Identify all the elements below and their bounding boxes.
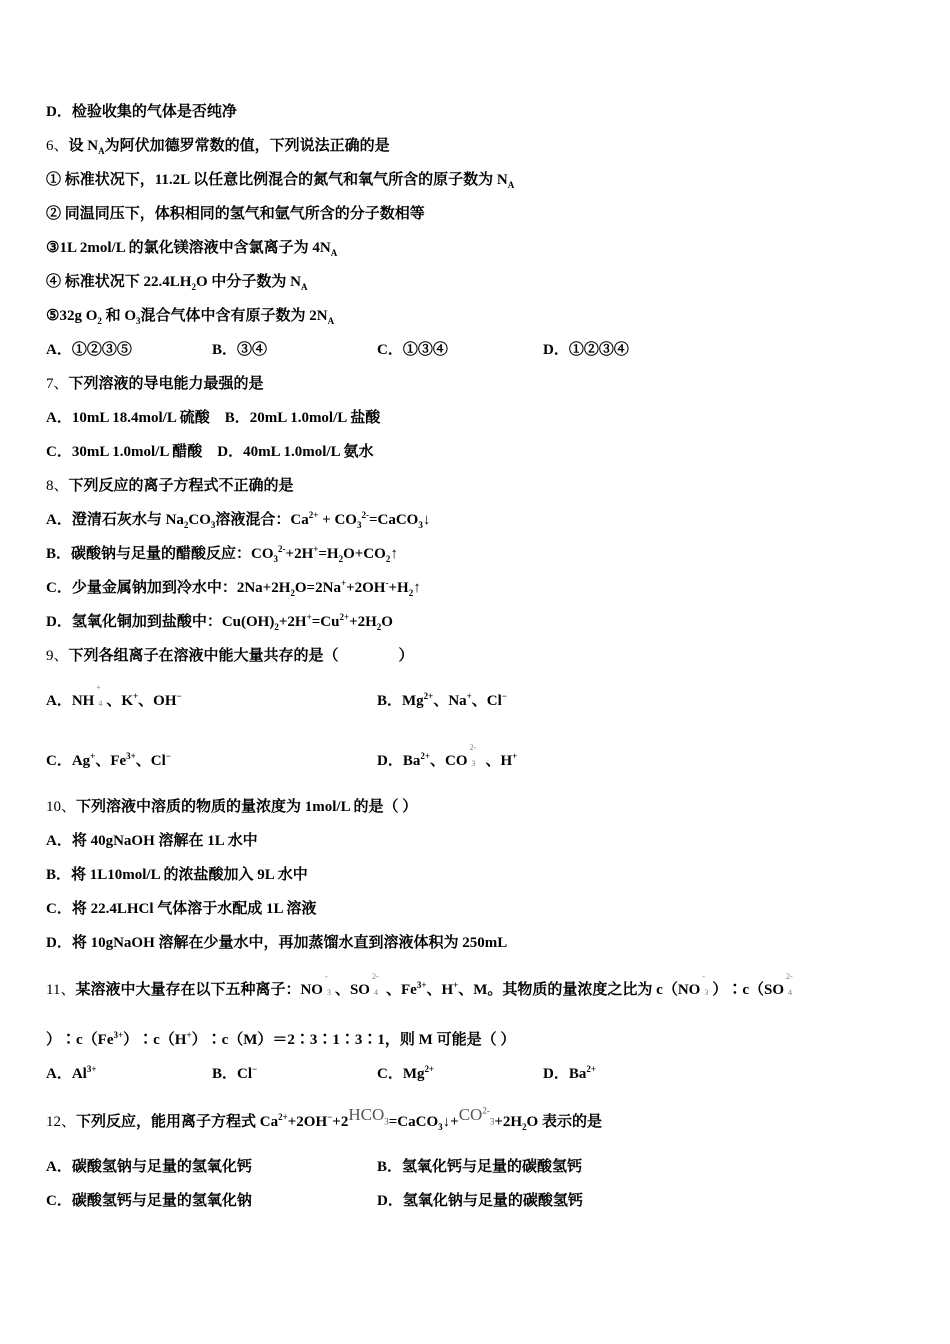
no3-charge: - 3	[324, 971, 331, 997]
q8-option-b[interactable]: B．碳酸钠与足量的醋酸反应：$CO_3^{2-}+2H^+=H_2O+CO_2↑$	[46, 544, 398, 564]
q11-stem-line-1: 11、某溶液中大量存在以下五种离子：NO - 3 、SO 2- 4 、$Fe^{3+}$、H+、M。其物质的量浓度之比为 c（NO - 3 ）∶c（SO 2- 4	[46, 980, 798, 1001]
so4-charge-2: 2- 4	[786, 971, 793, 997]
nh4-charge: + 4	[96, 682, 103, 708]
q8-option-a[interactable]: A．澄清石灰水与 $Na_2CO_3$溶液混合：$Ca^{2+}$ + $CO_3^{2-}=CaCO_3↓$	[46, 510, 431, 530]
q10-option-a[interactable]: A．将 40gNaOH 溶解在 1L 水中	[46, 833, 258, 849]
q10-option-b[interactable]: B．将 1L10mol/L 的浓盐酸加入 9L 水中	[46, 867, 308, 883]
q12-option-c[interactable]: C．碳酸氢钙与足量的氢氧化钠	[46, 1193, 252, 1209]
q9-option-c[interactable]: C．Ag+、$Fe^{3+}$、Cl−	[46, 751, 171, 769]
q5-option-d: D．检验收集的气体是否纯净	[46, 104, 237, 120]
q6-statement-1: ① 标准状况下，11.2L 以任意比例混合的氮气和氧气所含的原子数为 $N_A$	[46, 172, 515, 190]
q7-options-cd[interactable]: C．30mL 1.0mol/L 醋酸 D．40mL 1.0mol/L 氨水	[46, 444, 374, 460]
q6-option-b[interactable]: B．③④	[212, 342, 268, 358]
q6-statement-3: ③1L 2mol/L 的氯化镁溶液中含氯离子为 $4N_A$	[46, 240, 338, 258]
q9-option-a[interactable]: A．NH + 4 、K+、OH−	[46, 691, 182, 712]
q6-statement-2: ② 同温同压下，体积相同的氢气和氩气所含的分子数相等	[46, 206, 425, 222]
q9-option-d[interactable]: D．$Ba^{2+}$、CO 2- 3 、H+	[377, 751, 517, 772]
q8-option-c[interactable]: C．少量金属钠加到冷水中：$2Na+2H_2O=2Na^++2OH^-+H_2↑$	[46, 578, 421, 598]
q6-stem: 6、设 $N_A$为阿伏加德罗常数的值，下列说法正确的是	[46, 138, 390, 156]
q8-stem: 8、下列反应的离子方程式不正确的是	[46, 478, 294, 494]
co3-charge: 2- 3	[469, 742, 477, 768]
q9-option-b[interactable]: B．$Mg^{2+}$、Na+、Cl−	[377, 691, 507, 709]
q6-option-d[interactable]: D．①②③④	[543, 342, 629, 358]
so4-charge: 2- 4	[371, 971, 379, 997]
q6-option-a[interactable]: A．①②③⑤	[46, 342, 132, 358]
q6-statement-5: ⑤32g $O_2$ 和 $O_3$混合气体中含有原子数为 $2N_A$	[46, 308, 335, 326]
q12-option-d[interactable]: D．氢氧化钠与足量的碳酸氢钙	[377, 1193, 583, 1209]
q10-stem: 10、下列溶液中溶质的物质的量浓度为 1mol/L 的是（ ）	[46, 799, 418, 815]
hco3-ion: $HCO_3$	[348, 1105, 389, 1127]
q11-option-d[interactable]: D．$Ba^{2+}$	[543, 1064, 596, 1082]
q11-stem-line-2: ）$∶c(Fe^{3+})∶c(H^+)∶c(M)=2∶3∶1∶3∶1$，则 M 可能是（ ）	[46, 1030, 516, 1048]
co3-ion: $CO^{2-}_3$	[458, 1105, 495, 1127]
q11-option-a[interactable]: A．$Al^{3+}$	[46, 1064, 97, 1082]
q12-option-b[interactable]: B．氢氧化钙与足量的碳酸氢钙	[377, 1159, 583, 1175]
q6-option-c[interactable]: C．①③④	[377, 342, 448, 358]
q10-option-d[interactable]: D．将 10gNaOH 溶解在少量水中，再加蒸馏水直到溶液体积为 250mL	[46, 935, 508, 951]
q8-option-d[interactable]: D．氢氧化铜加到盐酸中：$Cu(OH)_2+2H^+=Cu^{2+}+2H_2O$	[46, 612, 393, 632]
q12-stem: 12、下列反应，能用离子方程式 $Ca^{2+}+2OH^-+2HCO_3=CaCO_3↓+CO^{2-}_3+2H_2O$ 表示的是	[46, 1105, 602, 1132]
no3-charge-2: - 3	[702, 971, 709, 997]
q7-stem: 7、下列溶液的导电能力最强的是	[46, 376, 264, 392]
q11-option-c[interactable]: C．$Mg^{2+}$	[377, 1064, 435, 1082]
q7-options-ab[interactable]: A．10mL 18.4mol/L 硫酸 B．20mL 1.0mol/L 盐酸	[46, 410, 381, 426]
q12-option-a[interactable]: A．碳酸氢钠与足量的氢氧化钙	[46, 1159, 252, 1175]
q11-option-b[interactable]: B．Cl−	[212, 1064, 258, 1082]
q10-option-c[interactable]: C．将 22.4LHCl 气体溶于水配成 1L 溶液	[46, 901, 317, 917]
q9-stem: 9、下列各组离子在溶液中能大量共存的是（ ）	[46, 648, 414, 664]
q6-statement-4: ④ 标准状况下 $22.4LH_2O$ 中分子数为 $N_A$	[46, 274, 308, 292]
